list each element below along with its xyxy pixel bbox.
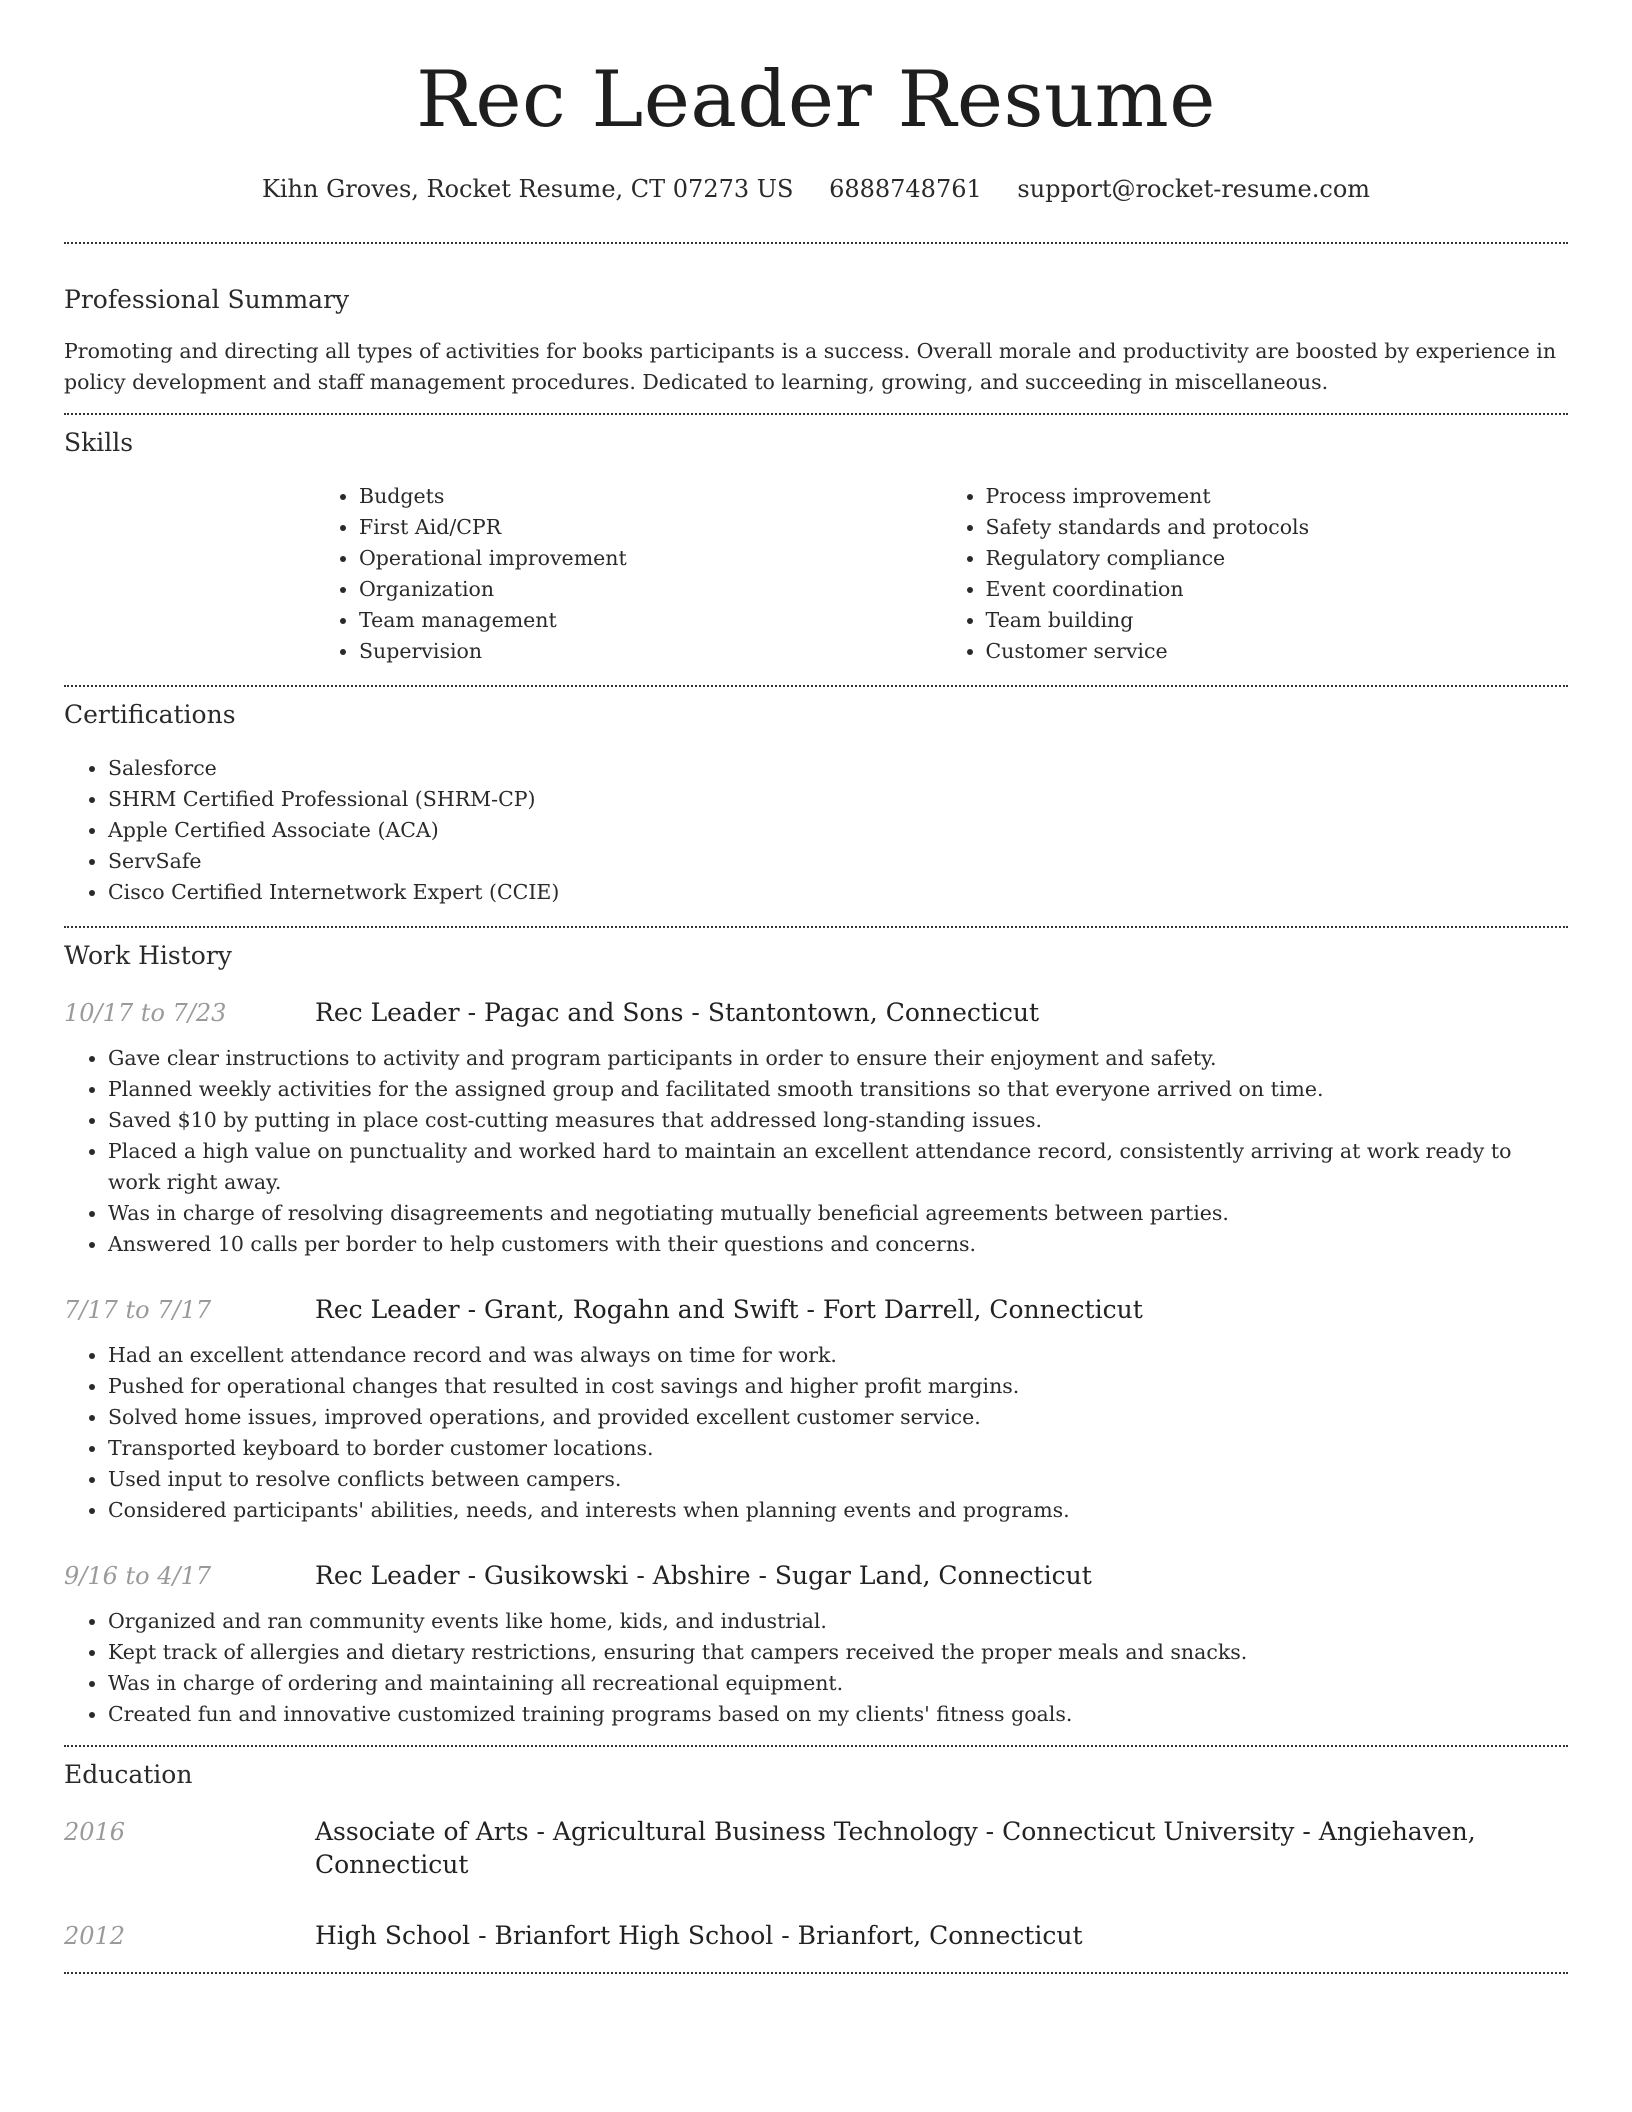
skill-item: • Safety standards and protocols bbox=[986, 512, 1569, 543]
job-bullet: • Pushed for operational changes that resulted in cost savings and higher profit margins. bbox=[108, 1371, 1568, 1402]
job-bullet: • Solved home issues, improved operations, and provided excellent customer service. bbox=[108, 1402, 1568, 1433]
certification-item: • Cisco Certified Internetwork Expert (CCIE) bbox=[108, 877, 1568, 908]
job-bullet: • Organized and ran community events like home, kids, and industrial. bbox=[108, 1606, 1568, 1637]
job-bullet: • Planned weekly activities for the assigned group and facilitated smooth transitions so that everyone arrived on time. bbox=[108, 1074, 1568, 1105]
divider bbox=[64, 685, 1568, 687]
job-entry bbox=[64, 996, 1568, 1260]
education-entry bbox=[64, 1815, 1568, 1881]
certifications-list bbox=[64, 753, 1568, 908]
education-year: 2016 bbox=[64, 1818, 126, 1846]
skill-item: • Customer service bbox=[986, 636, 1569, 667]
job-bullet: • Answered 10 calls per border to help customers with their questions and concerns. bbox=[108, 1229, 1568, 1260]
divider bbox=[64, 926, 1568, 928]
section-heading-work-history: Work History bbox=[64, 941, 232, 970]
skill-item: • First Aid/CPR bbox=[359, 512, 942, 543]
job-entry bbox=[64, 1293, 1568, 1526]
job-header bbox=[64, 1293, 1568, 1326]
skill-item: • Operational improvement bbox=[359, 543, 942, 574]
job-title: Rec Leader - Gusikowski - Abshire - Sugar Land, Connecticut bbox=[315, 1561, 1092, 1590]
contact-address: Kihn Groves, Rocket Resume, CT 07273 US bbox=[261, 175, 794, 203]
skills-list-right bbox=[942, 481, 1569, 667]
skills-list-left bbox=[315, 481, 942, 667]
education-entry bbox=[64, 1919, 1568, 1952]
job-bullet: • Was in charge of ordering and maintaining all recreational equipment. bbox=[108, 1668, 1568, 1699]
job-dates: 9/16 to 4/17 bbox=[64, 1562, 212, 1590]
skill-item: • Supervision bbox=[359, 636, 942, 667]
summary-text: Promoting and directing all types of activities for books participants is a success. Overall morale and productivity are boosted by experience in policy development and staff management procedures. Dedicated to learning, growing, and succeeding in miscellaneous. bbox=[64, 339, 1557, 394]
certification-item: • Apple Certified Associate (ACA) bbox=[108, 815, 1568, 846]
section-heading-skills: Skills bbox=[64, 428, 134, 457]
skill-item: • Budgets bbox=[359, 481, 942, 512]
education-text: High School - Brianfort High School - Brianfort, Connecticut bbox=[315, 1921, 1083, 1950]
job-entry bbox=[64, 1559, 1568, 1730]
job-bullet: • Kept track of allergies and dietary restrictions, ensuring that campers received the proper meals and snacks. bbox=[108, 1637, 1568, 1668]
certification-item: • Salesforce bbox=[108, 753, 1568, 784]
job-bullet: • Placed a high value on punctuality and worked hard to maintain an excellent attendance record, consistently arriving at work ready to work right away. bbox=[108, 1136, 1568, 1198]
job-bullet: • Considered participants' abilities, needs, and interests when planning events and programs. bbox=[108, 1495, 1568, 1526]
job-title: Rec Leader - Pagac and Sons - Stantontown, Connecticut bbox=[315, 998, 1040, 1027]
section-heading-summary: Professional Summary bbox=[64, 285, 350, 314]
summary-section bbox=[64, 284, 1568, 398]
job-dates: 7/17 to 7/17 bbox=[64, 1296, 212, 1324]
contact-phone: 6888748761 bbox=[829, 175, 982, 203]
job-bullet: • Gave clear instructions to activity and program participants in order to ensure their enjoyment and safety. bbox=[108, 1043, 1568, 1074]
job-bullets bbox=[64, 1043, 1568, 1260]
certifications-section bbox=[64, 699, 1568, 908]
resume-title: Rec Leader Resume bbox=[416, 55, 1216, 145]
divider bbox=[64, 413, 1568, 415]
job-header bbox=[64, 1559, 1568, 1592]
resume-page bbox=[64, 0, 1568, 1974]
divider bbox=[64, 1745, 1568, 1747]
job-header bbox=[64, 996, 1568, 1029]
skill-item: • Team building bbox=[986, 605, 1569, 636]
divider bbox=[64, 242, 1568, 244]
divider bbox=[64, 1972, 1568, 1974]
job-bullet: • Was in charge of resolving disagreements and negotiating mutually beneficial agreements between parties. bbox=[108, 1198, 1568, 1229]
skill-item: • Regulatory compliance bbox=[986, 543, 1569, 574]
contact-email: support@rocket-resume.com bbox=[1017, 175, 1371, 203]
education-section bbox=[64, 1759, 1568, 1952]
job-bullets bbox=[64, 1606, 1568, 1730]
contact-line bbox=[64, 174, 1568, 204]
job-bullet: • Created fun and innovative customized training programs based on my clients' fitness goals. bbox=[108, 1699, 1568, 1730]
education-text: Associate of Arts - Agricultural Business Technology - Connecticut University - Angiehaven, Connecticut bbox=[315, 1817, 1476, 1879]
job-bullet: • Transported keyboard to border customer locations. bbox=[108, 1433, 1568, 1464]
job-title: Rec Leader - Grant, Rogahn and Swift - Fort Darrell, Connecticut bbox=[315, 1295, 1143, 1324]
education-year: 2012 bbox=[64, 1922, 126, 1950]
job-bullet: • Had an excellent attendance record and was always on time for work. bbox=[108, 1340, 1568, 1371]
job-bullet: • Used input to resolve conflicts between campers. bbox=[108, 1464, 1568, 1495]
skill-item: • Process improvement bbox=[986, 481, 1569, 512]
job-bullets bbox=[64, 1340, 1568, 1526]
skill-item: • Team management bbox=[359, 605, 942, 636]
job-dates: 10/17 to 7/23 bbox=[64, 999, 227, 1027]
skill-item: • Organization bbox=[359, 574, 942, 605]
certification-item: • SHRM Certified Professional (SHRM-CP) bbox=[108, 784, 1568, 815]
job-bullet: • Saved $10 by putting in place cost-cutting measures that addressed long-standing issues. bbox=[108, 1105, 1568, 1136]
work-history-section bbox=[64, 940, 1568, 1730]
section-heading-education: Education bbox=[64, 1760, 193, 1789]
skills-columns bbox=[315, 481, 1568, 667]
certification-item: • ServSafe bbox=[108, 846, 1568, 877]
skills-section bbox=[64, 427, 1568, 667]
section-heading-certifications: Certifications bbox=[64, 700, 236, 729]
skill-item: • Event coordination bbox=[986, 574, 1569, 605]
